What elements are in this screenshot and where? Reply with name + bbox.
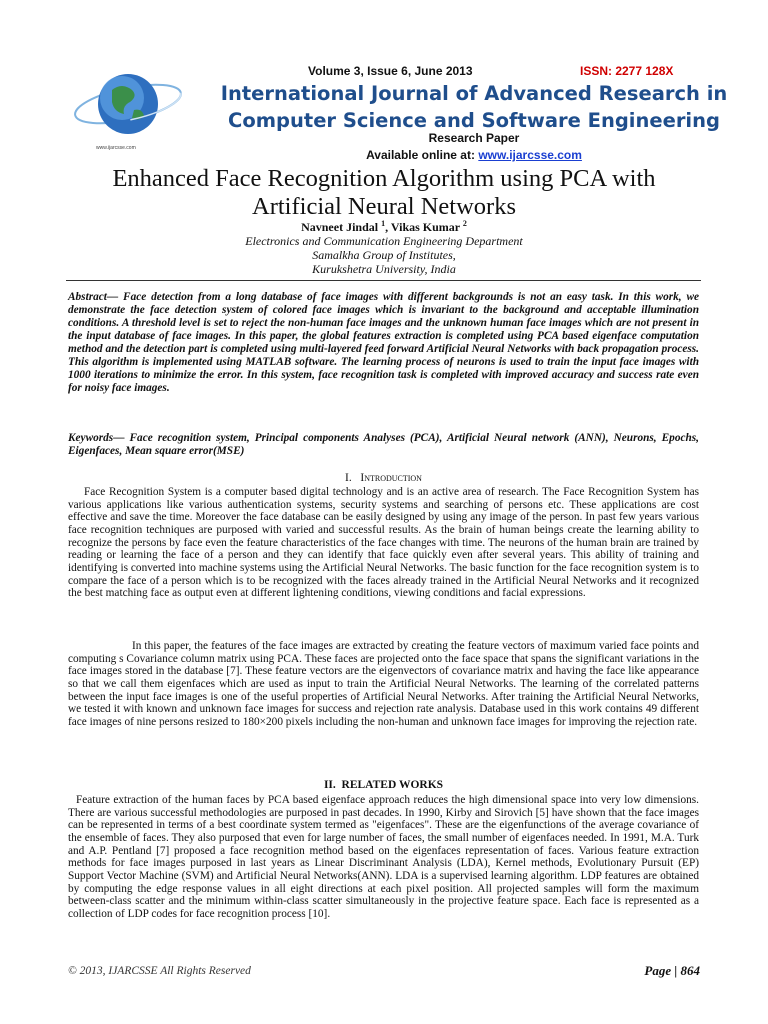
- paper-title-line1: Enhanced Face Recognition Algorithm using PCA with: [112, 165, 656, 192]
- copyright: © 2013, IJARCSSE All Rights Reserved: [68, 965, 251, 977]
- globe-logo-icon: [72, 62, 184, 148]
- author-1-affil: 1: [381, 219, 386, 228]
- journal-title: [194, 80, 754, 134]
- authors: [60, 219, 708, 235]
- author-2-affil: 2: [462, 219, 467, 228]
- section-number: II.: [323, 779, 336, 791]
- journal-url-link[interactable]: www.ijarcsse.com: [478, 148, 582, 162]
- related-works-paragraph: Feature extraction of the human faces by PCA based eigenface approach reduces the high dimensional space into very low dimensions. There are various successful methodologies are purposed in past decades. In 1990, Kirby and Sirovich [5] have shown that the face images can be represented in terms of a best coordinate system termed as "eigenfaces". These are the eigenfunctions of the average covariance of the ensemble of faces. They also purposed that even for large number of faces, the small number of eigenfaces needed. In 1991, M.A. Turk and A.P. Pentland [7] proposed a face recognition method based on the eigenfaces representation of faces. Various feature extraction methods for face images purposed in last years as Linear Discriminant Analysis (LDA), Kernel methods, Evolutionary Pursuit (EP) Support Vector Machine (SVM) and Artificial Neural Networks(ANN). LDA is a supervised learning algorithm. LDP features are obtained by computing the edge response values in all eight directions at each pixel position. All projected samples will form the maximum between-class scatter and the minimum within-class scatter simultaneously in the projective feature space. Each face is represented as a collection of LDP codes for face recognition process [10].: [68, 794, 699, 920]
- section-heading-introduction: [68, 472, 699, 484]
- available-label: Available online at:: [366, 148, 475, 162]
- affiliation-line1: Electronics and Communication Engineering Department: [245, 234, 523, 248]
- paper-title: [60, 165, 708, 221]
- journal-title-line2: Computer Science and Software Engineering: [228, 109, 720, 132]
- affiliation: [60, 234, 708, 276]
- divider: [66, 280, 701, 281]
- section-heading-related-works: [68, 779, 699, 791]
- author-2: Vikas Kumar: [390, 220, 460, 234]
- paper-title-line2: Artificial Neural Networks: [252, 193, 516, 220]
- section-title: Introduction: [360, 472, 422, 484]
- journal-header: [0, 0, 768, 170]
- keywords: Keywords— Face recognition system, Principal components Analyses (PCA), Artificial Neural network (ANN), Neurons, Epochs, Eigenfaces, Mean square error(MSE): [68, 432, 699, 457]
- intro-paragraph-2: In this paper, the features of the face images are extracted by creating the feature vectors of maximum varied face points and computing s Covariance column matrix using PCA. These faces are projected onto the face space that spans the significant variations in the face images stored in the database [7]. These feature vectors are the eigenvectors of covariance matrix and having the face like appearance so that we call them eigenfaces which are used as input to train the Artificial Neural Networks. The learning of the correlated patterns between the input face images is one of the useful properties of Artificial Neural Networks. After training the Artificial Neural Networks, we tested it with known and unknown face images for success and rejection rate analysis. Database used in this work contains 49 different face images of nine persons resized to 180×200 pixels including the non-human and unknown face images for improving the rejection rate.: [68, 640, 699, 728]
- logo-caption: www.ijarcsse.com: [96, 145, 136, 151]
- affiliation-line3: Kurukshetra University, India: [312, 262, 456, 276]
- intro-paragraph-1: Face Recognition System is a computer based digital technology and is an active area of research. The Face Recognition System has various applications like various authentication systems, security systems and searching of persons etc. These applications are cost effective and save the time. Moreover the face database can be easily designed by using any image of the person. In past few years various face recognition techniques are purposed with varied and successful results. As the brain of human beings create the learning ability to recognize the persons by face even the feature characteristics of the face changes with time. The neurons of the human brain are trained by reading or learning the face of a person and they can identify that face quickly even after several years. This ability of training and identifying is converted into machine systems using the Artificial Neural Networks. The basic function for the face recognition system is to compare the face of a person which is to be recognized with the faces already trained in the Artificial Neural Networks and it recognized the best matching face as output even at different lightening conditions, viewing conditions and facial expressions.: [68, 486, 699, 600]
- section-number: I.: [345, 472, 352, 484]
- author-1: Navneet Jindal: [301, 220, 379, 234]
- journal-title-line1: International Journal of Advanced Research in: [220, 82, 728, 105]
- author-separator: ,: [385, 220, 391, 234]
- volume-issue: Volume 3, Issue 6, June 2013: [308, 64, 473, 78]
- available-online: [194, 148, 754, 162]
- affiliation-line2: Samalkha Group of Institutes,: [312, 248, 456, 262]
- paper-type: Research Paper: [428, 131, 520, 145]
- page-number: Page | 864: [644, 963, 700, 978]
- section-title: RELATED WORKS: [341, 779, 444, 791]
- abstract: Abstract— Face detection from a long database of face images with different backgrounds is not an easy task. In this work, we demonstrate the face detection system of colored face images which is invariant to the background and acceptable illumination conditions. A threshold level is set to reject the non-human face images and the unknown human face images which are not present in the input database of face images. In this paper, the global features extraction is completed using PCA based eigenface computation method and the detection part is completed using multi-layered feed forward Artificial Neural Networks with back propagation process. This algorithm is implemented using MATLAB software. The learning process of neurons is used to train the input face images with 1000 iterations to minimize the error. In this system, face recognition task is completed with improved accuracy and success rate even for noisy face images.: [68, 291, 699, 394]
- issn: ISSN: 2277 128X: [580, 64, 674, 78]
